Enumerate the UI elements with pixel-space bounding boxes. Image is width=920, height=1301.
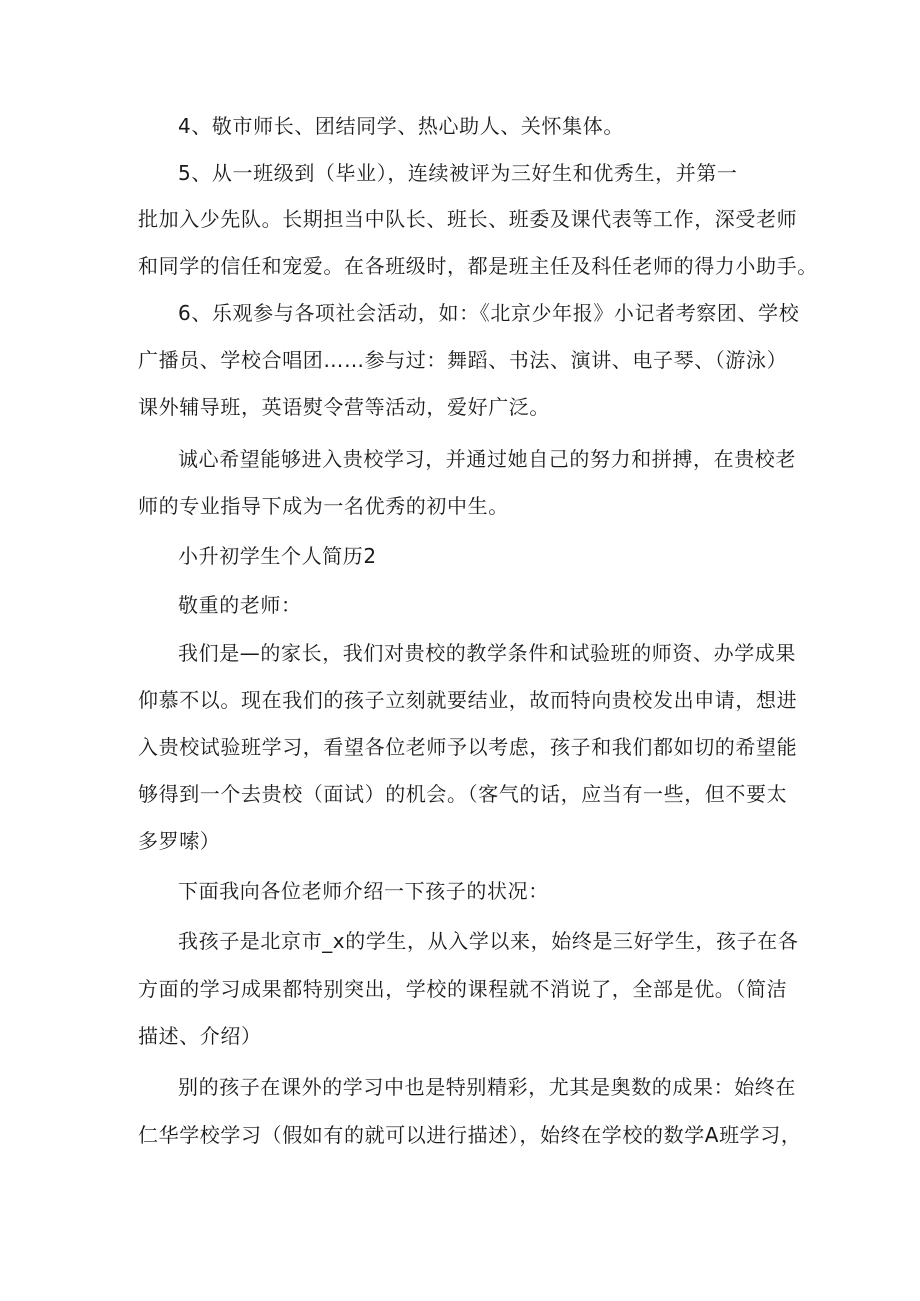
text-line: 师的专业指导下成为一名优秀的初中生。 bbox=[138, 494, 509, 518]
text-line: 我孩子是北京市_x的学生，从入学以来，始终是三好学生，孩子在各 bbox=[178, 929, 799, 953]
text-line: 仰慕不以。现在我们的孩子立刻就要结业，故而特向贵校发出申请，想进 bbox=[138, 688, 798, 712]
text-line: 5、从一班级到（毕业），连续被评为三好生和优秀生，并第一 bbox=[178, 161, 738, 185]
text-line: 我们是—的家长，我们对贵校的教学条件和试验班的师资、办学成果 bbox=[178, 641, 796, 665]
text-line: 和同学的信任和宠爱。在各班级时，都是班主任及科任老师的得力小助手。 bbox=[138, 254, 818, 278]
section-title: 小升初学生个人简历2 bbox=[178, 544, 377, 568]
text-line: 方面的学习成果都特别突出，学校的课程就不消说了，全部是优。（简洁 bbox=[138, 977, 788, 1001]
text-line: 4、敬市师长、团结同学、热心助人、关怀集体。 bbox=[178, 114, 624, 138]
text-line: 下面我向各位老师介绍一下孩子的状况： bbox=[178, 879, 549, 903]
text-line: 描述、介绍） bbox=[138, 1024, 262, 1048]
text-line: 6、乐观参与各项社会活动，如：《北京少年报》小记者考察团、学校 bbox=[178, 301, 800, 325]
text-line: 广播员、学校合唱团……参与过：舞蹈、书法、演讲、电子琴、（游泳） bbox=[138, 348, 788, 372]
text-line: 批加入少先队。长期担当中队长、班长、班委及课代表等工作，深受老师 bbox=[138, 207, 798, 231]
text-line: 多罗嗦） bbox=[138, 829, 221, 853]
text-line: 入贵校试验班学习，看望各位老师予以考虑，孩子和我们都如切的希望能 bbox=[138, 735, 798, 759]
text-line: 别的孩子在课外的学习中也是特别精彩，尤其是奥数的成果：始终在 bbox=[178, 1075, 796, 1099]
salutation: 敬重的老师： bbox=[178, 593, 302, 617]
text-line: 够得到一个去贵校（面试）的机会。（客气的话，应当有一些，但不要太 bbox=[138, 782, 788, 806]
text-line: 课外辅导班，英语熨令营等活动，爱好广泛。 bbox=[138, 395, 550, 419]
text-line: 仁华学校学习（假如有的就可以进行描述），始终在学校的数学A班学习， bbox=[138, 1123, 802, 1147]
text-line: 诚心希望能够进入贵校学习，并通过她自己的努力和拼搏，在贵校老 bbox=[178, 447, 796, 471]
